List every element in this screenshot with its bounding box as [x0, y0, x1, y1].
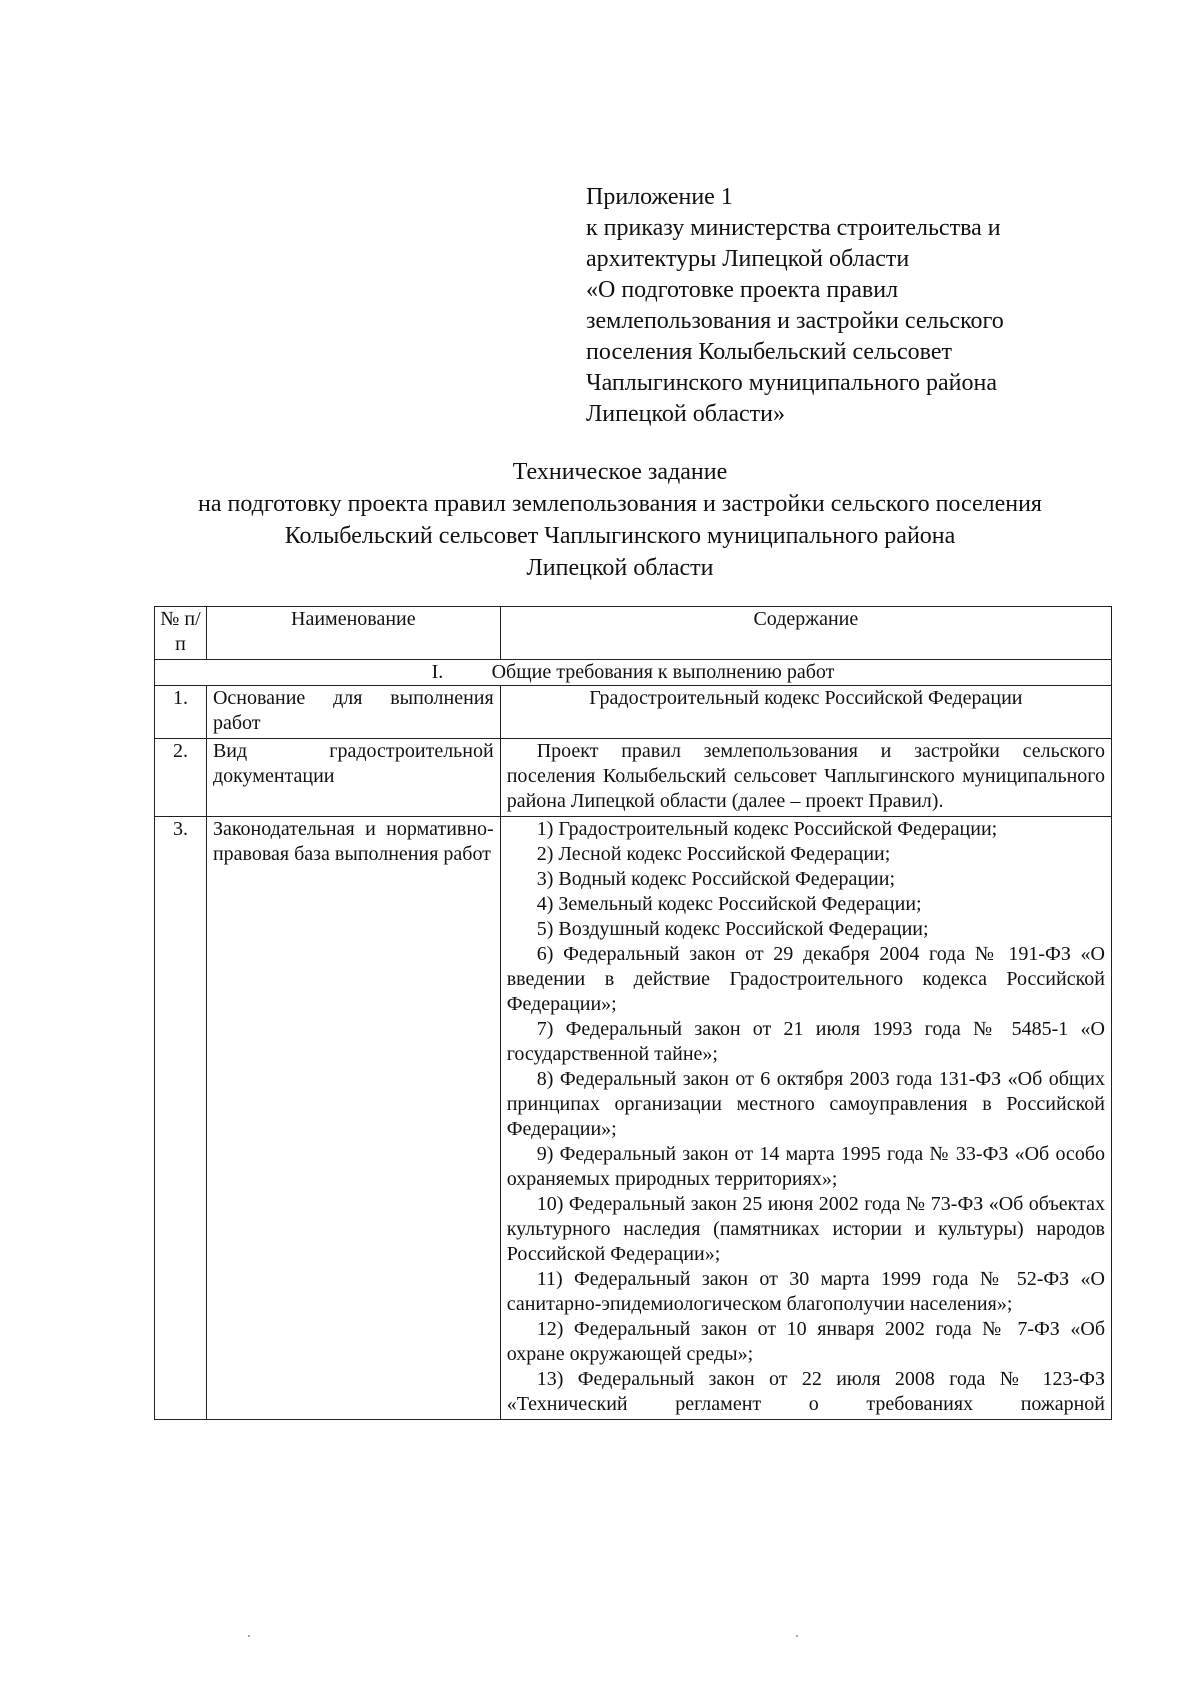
- appendix-line: Липецкой области»: [586, 401, 785, 427]
- appendix-line: архитектуры Липецкой области: [586, 246, 910, 272]
- document-title: [130, 456, 1110, 584]
- title-line: на подготовку проекта правил землепользования и застройки сельского поселения: [198, 491, 1042, 517]
- row-num: 2.: [155, 739, 207, 817]
- list-item: 12) Федеральный закон от 10 января 2002 года № 7-ФЗ «Об охране окружающей среды»;: [506, 1318, 1105, 1365]
- title-line: Липецкой области: [526, 555, 714, 581]
- row-num: 1.: [155, 686, 207, 739]
- section-number: I.: [431, 661, 444, 683]
- list-item: 5) Воздушный кодекс Российской Федерации;: [536, 918, 929, 940]
- list-item: 7) Федеральный закон от 21 июля 1993 года № 5485-1 «О государственной тайне»;: [506, 1018, 1105, 1065]
- title-line: Техническое задание: [512, 459, 728, 485]
- row-content: Градостроительный кодекс Российской Федерации: [500, 686, 1111, 739]
- list-item: 8) Федеральный закон от 6 октября 2003 года 131-ФЗ «Об общих принципах организации местного самоуправления в Российской Федерации»;: [506, 1068, 1105, 1140]
- row-num: 3.: [155, 817, 207, 1420]
- table-row: [155, 817, 1112, 1420]
- header-num: № п/п: [155, 607, 207, 660]
- title-line: Колыбельский сельсовет Чаплыгинского муниципального района: [284, 523, 956, 549]
- appendix-line: «О подготовке проекта правил: [586, 277, 899, 303]
- table-row: [155, 686, 1112, 739]
- appendix-line: Приложение 1: [586, 184, 733, 210]
- section-cell: [155, 660, 1112, 686]
- row-content-list: [500, 817, 1111, 1420]
- section-row: [155, 660, 1112, 686]
- list-item: 9) Федеральный закон от 14 марта 1995 года № 33-ФЗ «Об особо охраняемых природных территориях»;: [506, 1143, 1105, 1190]
- list-item: 2) Лесной кодекс Российской Федерации;: [536, 843, 891, 865]
- appendix-block: [586, 182, 1106, 430]
- list-item: 4) Земельный кодекс Российской Федерации;: [536, 893, 922, 915]
- table-row: [155, 739, 1112, 817]
- list-item: 1) Градостроительный кодекс Российской Федерации;: [536, 818, 998, 840]
- row-content: Проект правил землепользования и застройки сельского поселения Колыбельский сельсовет Чаплыгинского муниципального района Липецкой области (далее – проект Правил).: [500, 739, 1111, 817]
- appendix-line: Чаплыгинского муниципального района: [586, 370, 998, 396]
- list-item: 6) Федеральный закон от 29 декабря 2004 года № 191-ФЗ «О введении в действие Градостроительного кодекса Российской Федерации»;: [506, 943, 1105, 1015]
- list-item: 11) Федеральный закон от 30 марта 1999 года № 52-ФЗ «О санитарно-эпидемиологическом благополучии населения»;: [506, 1268, 1105, 1315]
- appendix-line: поселения Колыбельский сельсовет: [586, 339, 952, 365]
- section-title: Общие требования к выполнению работ: [491, 661, 835, 683]
- list-item: 10) Федеральный закон 25 июня 2002 года № 73-ФЗ «Об объектах культурного наследия (памятниках истории и культуры) народов Российской Федерации»;: [506, 1193, 1105, 1265]
- list-item: 3) Водный кодекс Российской Федерации;: [536, 868, 896, 890]
- requirements-table: [154, 606, 1112, 1420]
- row-name: Законодательная и нормативно-правовая база выполнения работ: [206, 817, 500, 1420]
- list-item: 13) Федеральный закон от 22 июля 2008 года № 123-ФЗ «Технический регламент о требованиях пожарной: [506, 1368, 1105, 1415]
- table-header-row: [155, 607, 1112, 660]
- appendix-line: к приказу министерства строительства и: [586, 215, 1001, 241]
- scan-speck: [796, 1635, 798, 1637]
- row-name: Вид градостроительной документации: [206, 739, 500, 817]
- appendix-line: землепользования и застройки сельского: [586, 308, 1004, 334]
- header-name: Наименование: [206, 607, 500, 660]
- scan-speck: [248, 1635, 250, 1637]
- header-content: Содержание: [500, 607, 1111, 660]
- row-name: Основание для выполнения работ: [206, 686, 500, 739]
